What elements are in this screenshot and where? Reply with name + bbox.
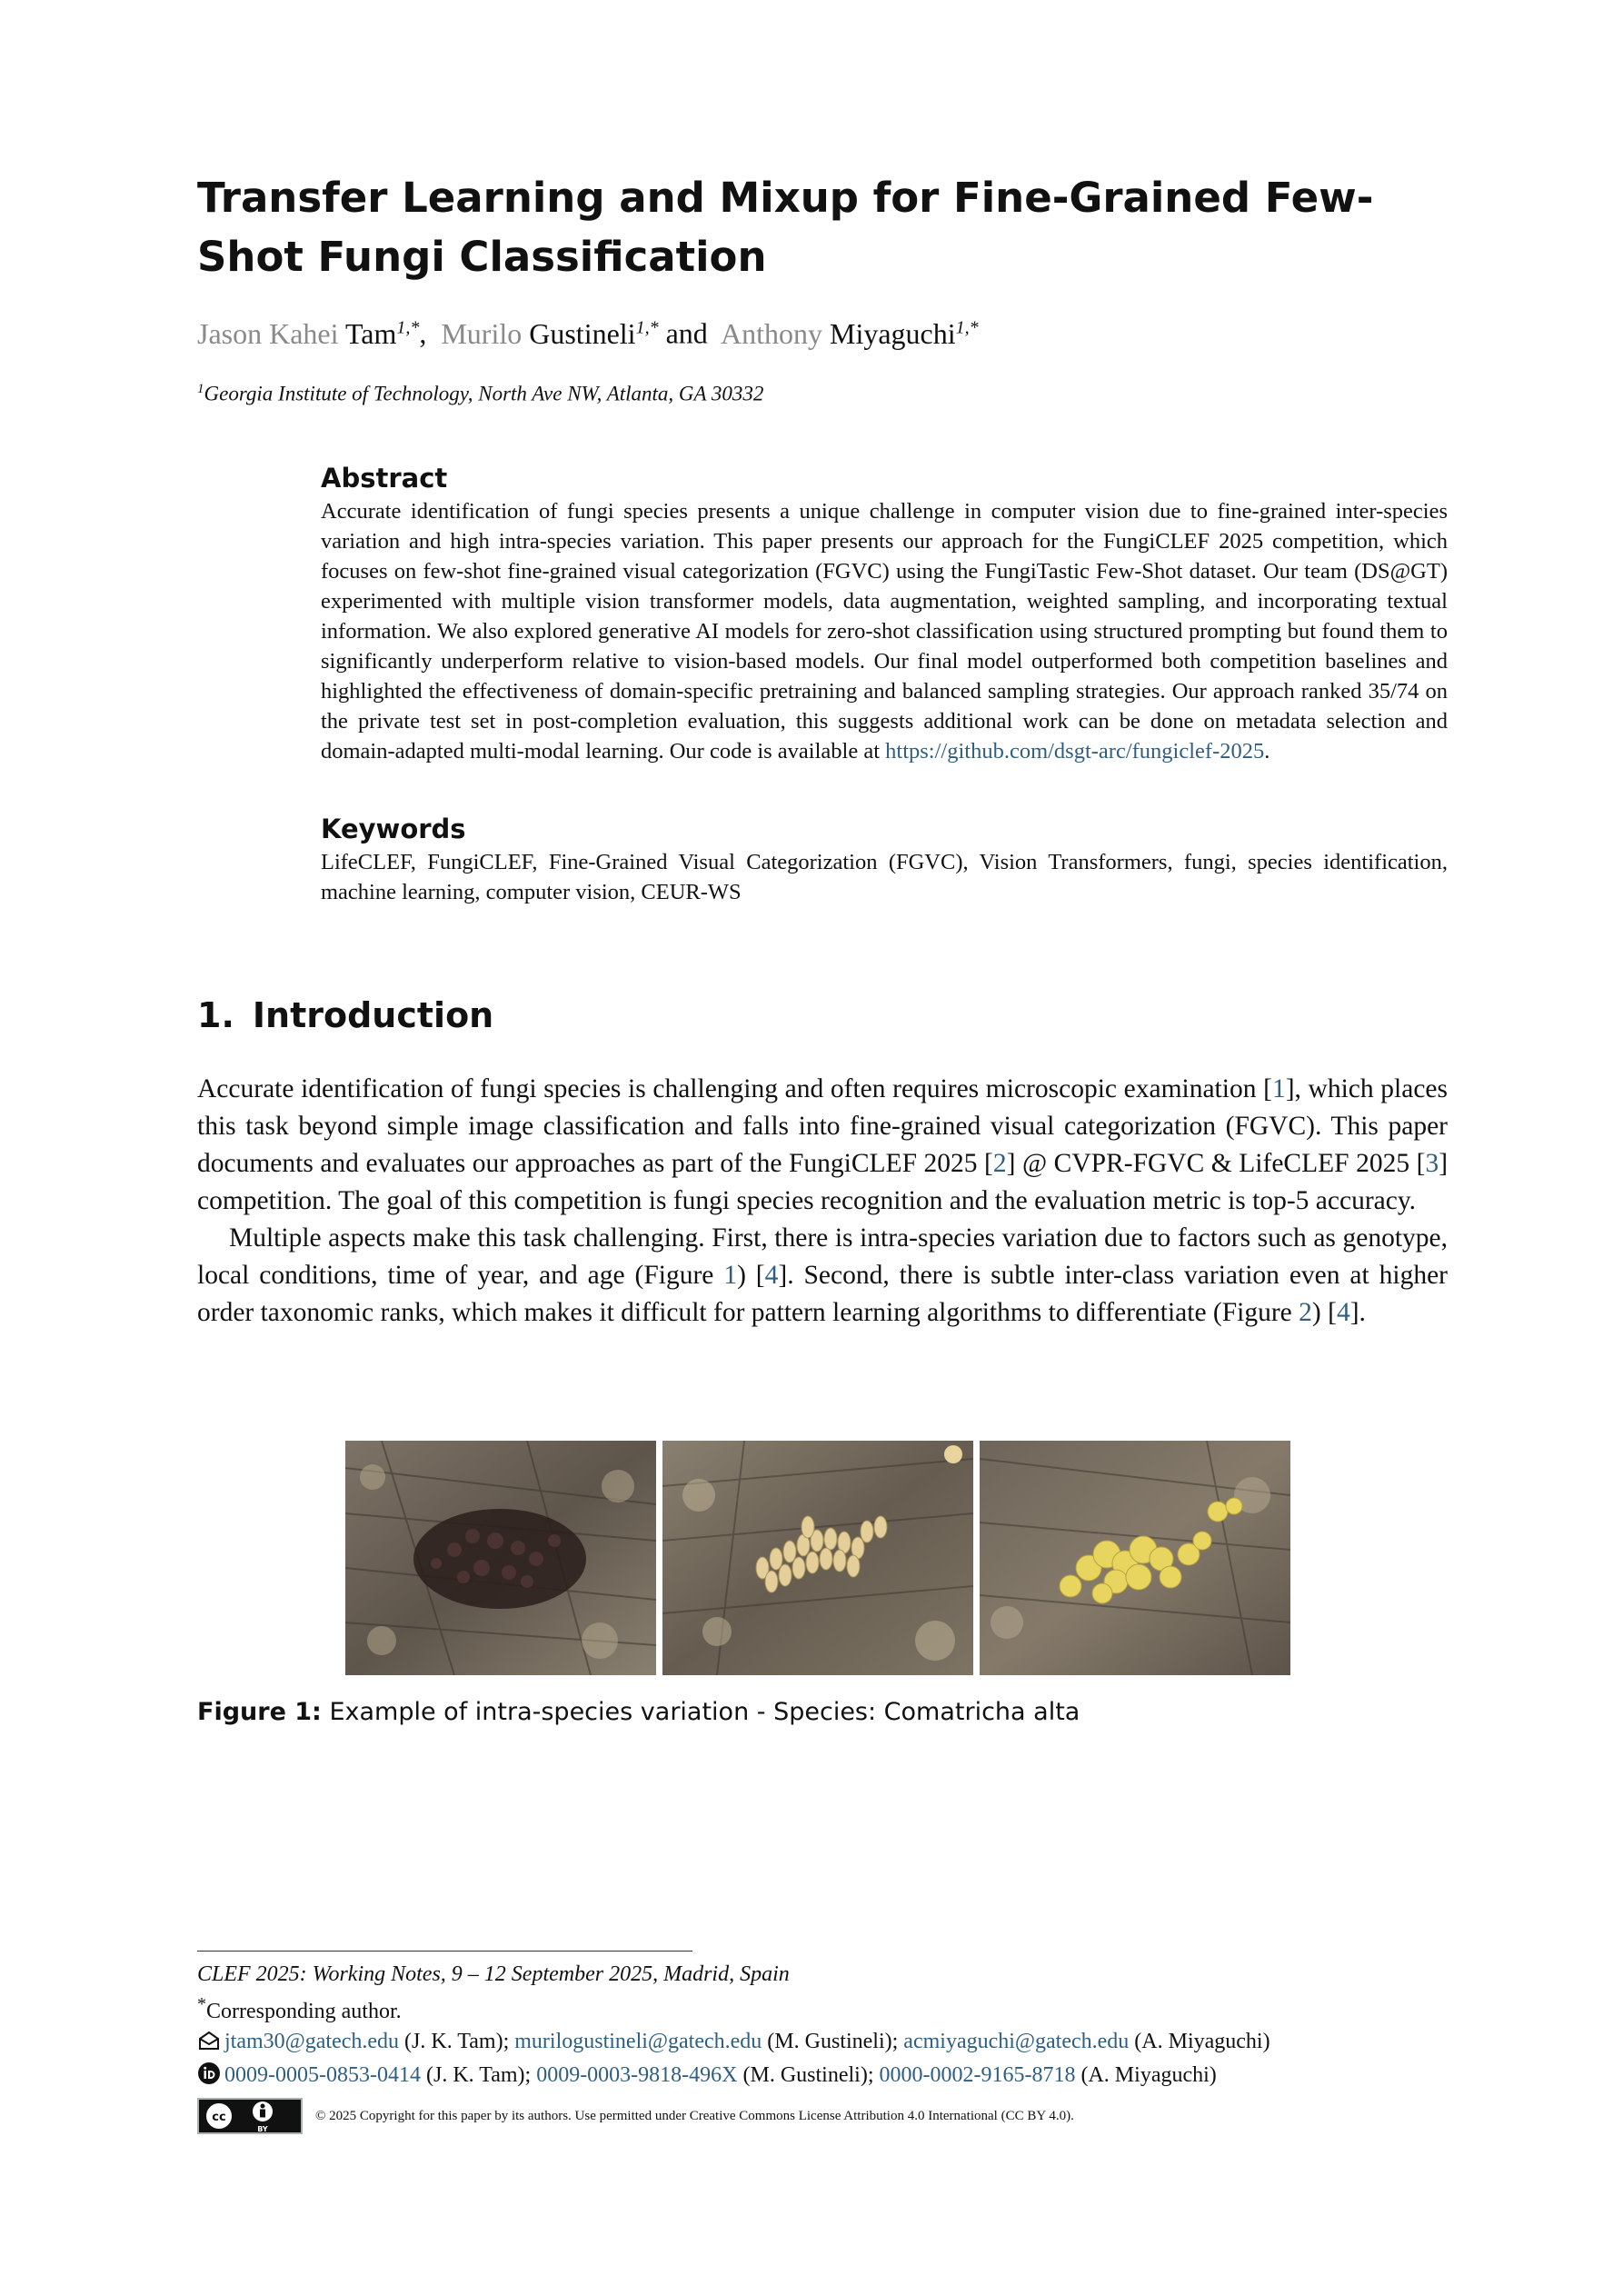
- svg-text:BY: BY: [257, 2125, 268, 2133]
- svg-text:cc: cc: [212, 2111, 226, 2124]
- keywords-text: LifeCLEF, FungiCLEF, Fine-Grained Visual Categorization (FGVC), Vision Transformers, fungi, species identification, machine learning, computer vision, CEUR-WS: [321, 850, 1448, 904]
- footnote-divider: [197, 1951, 692, 1952]
- email-link[interactable]: murilogustineli@gatech.edu: [514, 2030, 762, 2053]
- corresponding-note: *Corresponding author.: [197, 1994, 402, 2023]
- conference-note: CLEF 2025: Working Notes, 9 – 12 September 2025, Madrid, Spain: [197, 1962, 790, 1986]
- fungi-photo-yellow: [980, 1441, 1290, 1675]
- intro-paragraph-1: Accurate identification of fungi species is challenging and often requires microscopic examination [1], which places this task beyond simple image classification and falls into fine-grained visual categorization (FGVC). This paper documents and evaluates our approaches as part of the FungiCLEF 2025 [2] @ CVPR-FGVC & LifeCLEF 2025 [3] competition. The goal of this competition is fungi species recognition and the evaluation metric is top-5 accuracy.: [197, 1074, 1449, 1215]
- figure-1-images: [345, 1441, 1290, 1675]
- license-line: [197, 2098, 1469, 2134]
- code-repo-link[interactable]: https://github.com/dsgt-arc/fungiclef-2025: [885, 739, 1265, 764]
- citation-link[interactable]: 2: [992, 1149, 1007, 1178]
- affiliation: $^1$Georgia Institute of Technology, North Ave NW, Atlanta, GA 30332: [197, 382, 764, 405]
- orcid-line: 0009-0005-0853-0414 (J. K. Tam); 0009-0003-9818-496X (M. Gustineli); 0000-0002-9165-8718 (A. Miyaguchi): [197, 2061, 1469, 2094]
- author-2: Murilo Gustineli$^{1,*}$: [441, 316, 659, 350]
- email-line: jtam30@gatech.edu (J. K. Tam); murilogustineli@gatech.edu (M. Gustineli); acmiyaguchi@gatech.edu (A. Miyaguchi): [197, 2027, 1469, 2061]
- orcid-link[interactable]: 0009-0003-9818-496X: [536, 2063, 738, 2087]
- intro-paragraph-2: Multiple aspects make this task challenging. First, there is intra-species variation due to factors such as genotype, local conditions, time of year, and age (Figure 1) [4]. Second, there is subtle inter-class variation even at higher order taxonomic ranks, which makes it difficult for pattern learning algorithms to differentiate (Figure 2) [4].: [197, 1223, 1449, 1327]
- author-1: Jason Kahei Tam$^{1,*}$: [197, 316, 420, 350]
- abstract-text: Accurate identification of fungi species presents a unique challenge in computer vision due to fine-grained inter-species variation and high intra-species variation. This paper presents our approach for the FungiCLEF 2025 competition, which focuses on few-shot fine-grained visual categorization (FGVC) using the FungiTastic Few-Shot dataset. Our team (DS@GT) experimented with multiple vision transformer models, data augmentation, weighted sampling, and incorporating textual information. We also explored generative AI models for zero-shot classification using structured prompting but found them to significantly underperform relative to vision-based models. Our final model outperformed both competition baselines and highlighted the effectiveness of domain-specific pretraining and balanced sampling strategies. Our approach ranked 35/74 on the private test set in post-completion evaluation, this suggests additional work can be done on metadata selection and domain-adapted multi-modal learning. Our code is available at https://github.com/dsgt-arc/fungiclef-2025.: [321, 499, 1448, 764]
- fungi-photo-tan: [662, 1441, 973, 1675]
- introduction-body: [197, 1071, 1448, 1332]
- citation-link[interactable]: 1: [1271, 1074, 1286, 1103]
- keywords: [321, 813, 1448, 907]
- orcid-link[interactable]: 0000-0002-9165-8718: [879, 2063, 1076, 2087]
- author-3: Anthony Miyaguchi$^{1,*}$: [721, 316, 979, 350]
- abstract: [321, 462, 1448, 766]
- cc-by-icon: [197, 2098, 303, 2134]
- citation-link[interactable]: 4: [1336, 1298, 1350, 1327]
- footnotes: [197, 1960, 1469, 2134]
- citation-link[interactable]: 4: [764, 1261, 779, 1290]
- orcid-link[interactable]: 0009-0005-0853-0414: [224, 2063, 421, 2087]
- figure-ref-link[interactable]: 1: [723, 1261, 738, 1290]
- keywords-heading: Keywords: [321, 814, 466, 844]
- figure-1-caption: Figure 1: Example of intra-species variation - Species: Comatricha alta: [197, 1698, 1080, 1726]
- email-link[interactable]: acmiyaguchi@gatech.edu: [903, 2030, 1130, 2053]
- fungi-photo-dark: [345, 1441, 656, 1675]
- citation-link[interactable]: 3: [1425, 1149, 1439, 1178]
- license-text: © 2025 Copyright for this paper by its authors. Use permitted under Creative Commons License Attribution 4.0 International (CC BY 4.0).: [315, 2108, 1074, 2123]
- orcid-icon: [197, 2061, 221, 2094]
- abstract-heading: Abstract: [321, 463, 448, 494]
- section-heading-introduction: 1. Introduction: [197, 995, 494, 1035]
- email-link[interactable]: jtam30@gatech.edu: [224, 2030, 400, 2053]
- envelope-icon: [197, 2030, 221, 2061]
- paper-title: Transfer Learning and Mixup for Fine-Grained Few-Shot Fungi Classification: [197, 174, 1374, 281]
- author-list: Jason Kahei Tam$^{1,*}$, Murilo Gustineli$^{1,*}$ and Anthony Miyaguchi$^{1,*}$: [197, 316, 979, 350]
- figure-ref-link[interactable]: 2: [1299, 1298, 1312, 1327]
